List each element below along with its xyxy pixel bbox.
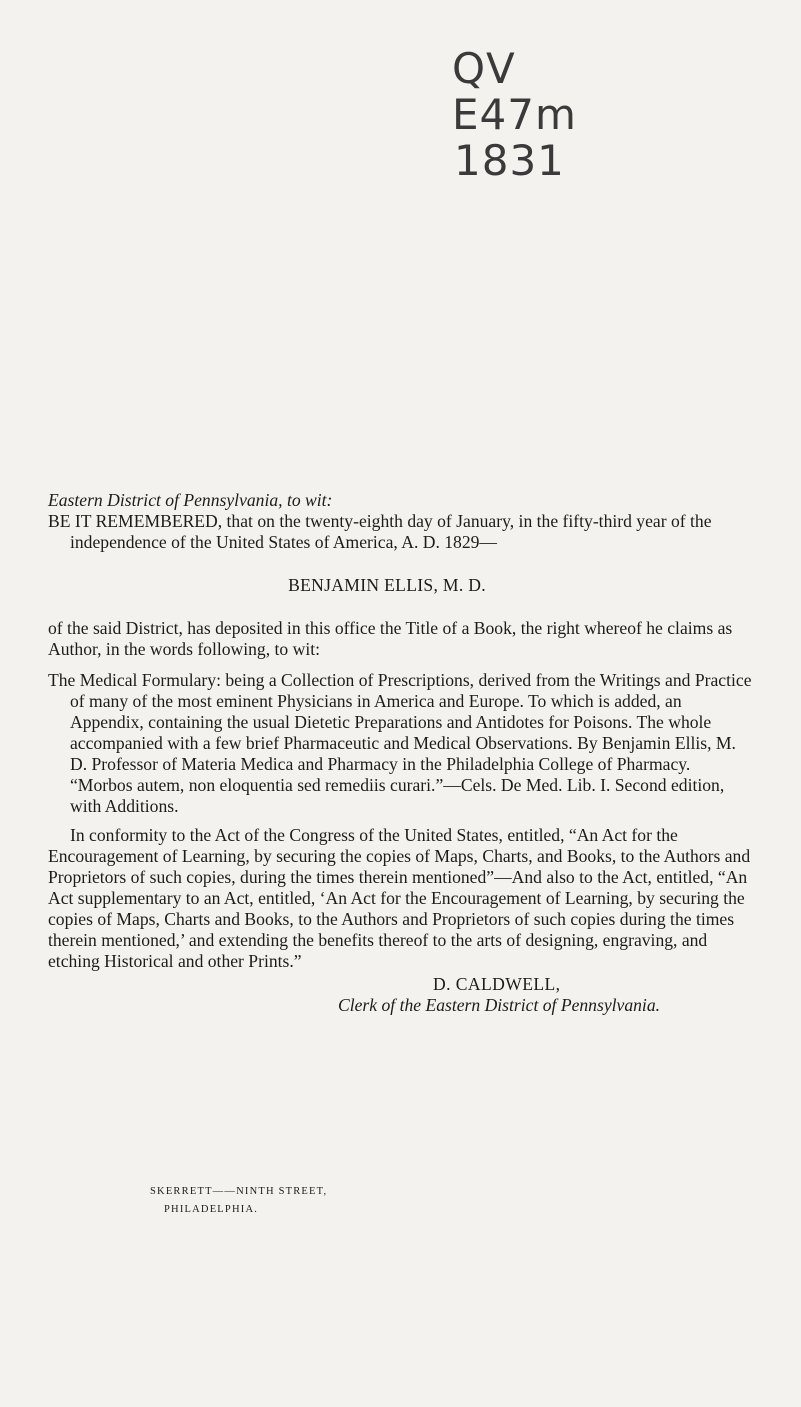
deposit-paragraph: of the said District, has deposited in this office the Title of a Book, the right whereof he claims as Author, in the words following, to wit:	[48, 618, 733, 659]
call-number	[452, 44, 577, 185]
call-number-line-3: 1831	[454, 136, 565, 185]
clerk-title: Clerk of the Eastern District of Pennsylvania.	[338, 995, 661, 1015]
remembered-paragraph: BE IT REMEMBERED, that on the twenty-eighth day of January, in the fifty-third year of the independence of the United States of America, A. D. 1829—	[48, 511, 712, 552]
call-number-line-2: E47m	[452, 90, 577, 139]
book-title-paragraph: The Medical Formulary: being a Collection of Prescriptions, derived from the Writings and Practice of many of the most eminent Physicians in America and Europe. To which is added, an Appendix, containing the usual Dietetic Preparations and Antidotes for Poisons. The whole accompanied with a few brief Pharmaceutic and Medical Observations. By Benjamin Ellis, M. D. Professor of Materia Medica and Pharmacy in the Philadelphia College of Pharmacy. “Morbos autem, non eloquentia sed remediis curari.”—Cels. De Med. Lib. I. Second edition, with Additions.	[48, 670, 752, 816]
author-name: BENJAMIN ELLIS, M. D.	[288, 575, 486, 595]
printer-line-2: PHILADELPHIA.	[164, 1204, 259, 1215]
printer-line-1: SKERRETT——NINTH STREET,	[150, 1186, 328, 1197]
call-number-line-1: QV	[452, 44, 516, 93]
copyright-notice	[48, 490, 756, 1016]
printer-imprint	[150, 1183, 327, 1219]
district-heading: Eastern District of Pennsylvania, to wit:	[48, 490, 333, 510]
clerk-signature: D. CALDWELL,	[433, 974, 561, 994]
conformity-paragraph: In conformity to the Act of the Congress of the United States, entitled, “An Act for the Encouragement of Learning, by securing the copies of Maps, Charts, and Books, to the Authors and Proprietors of such copies, during the times therein mentioned”—And also to the Act, entitled, “An Act supplementary to an Act, entitled, ‘An Act for the Encouragement of Learning, by securing the copies of Maps, Charts and Books, to the Authors and Proprietors of such copies during the times therein mentioned,’ and extending the benefits thereof to the arts of designing, engraving, and etching Historical and other Prints.”	[48, 825, 751, 971]
